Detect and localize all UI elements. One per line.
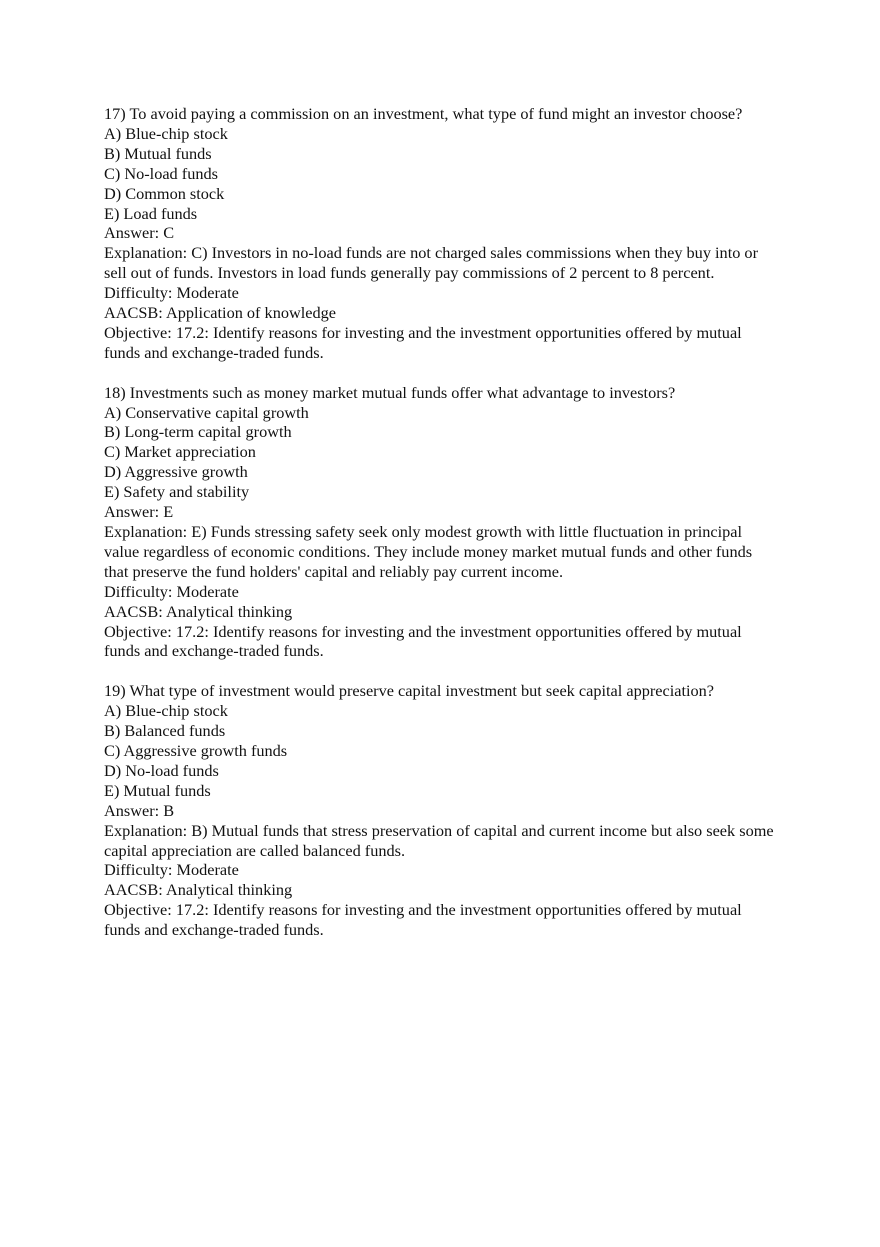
question-stem: 17) To avoid paying a commission on an investment, what type of fund might an investor choose? bbox=[104, 104, 743, 123]
option-d: D) Common stock bbox=[104, 183, 225, 203]
question-18 bbox=[104, 383, 780, 662]
option-e: E) Load funds bbox=[104, 203, 198, 223]
option-d: D) No-load funds bbox=[104, 760, 219, 780]
aacsb: AACSB: Analytical thinking bbox=[104, 880, 293, 900]
option-c: C) No-load funds bbox=[104, 163, 218, 183]
aacsb: AACSB: Analytical thinking bbox=[104, 601, 293, 621]
option-d: D) Aggressive growth bbox=[104, 462, 248, 482]
question-stem: 19) What type of investment would preserve capital investment but seek capital appreciation? bbox=[104, 681, 715, 701]
answer: Answer: C bbox=[104, 223, 175, 243]
option-b: B) Balanced funds bbox=[104, 721, 226, 741]
objective: Objective: 17.2: Identify reasons for investing and the investment opportunities offered by mutual funds and exchange-traded funds. bbox=[104, 322, 742, 362]
answer: Answer: B bbox=[104, 800, 175, 820]
option-a: A) Blue-chip stock bbox=[104, 701, 228, 721]
option-e: E) Mutual funds bbox=[104, 780, 211, 800]
option-a: A) Blue-chip stock bbox=[104, 123, 228, 143]
explanation: Explanation: B) Mutual funds that stress preservation of capital and current income but also seek some capital appreciation are called balanced funds. bbox=[104, 820, 774, 860]
objective: Objective: 17.2: Identify reasons for investing and the investment opportunities offered by mutual funds and exchange-traded funds. bbox=[104, 621, 742, 661]
difficulty: Difficulty: Moderate bbox=[104, 581, 239, 601]
question-stem: 18) Investments such as money market mutual funds offer what advantage to investors? bbox=[104, 382, 676, 402]
question-17 bbox=[104, 104, 780, 363]
option-c: C) Aggressive growth funds bbox=[104, 740, 288, 760]
aacsb: AACSB: Application of knowledge bbox=[104, 303, 336, 323]
answer: Answer: E bbox=[104, 502, 174, 522]
option-e: E) Safety and stability bbox=[104, 482, 250, 502]
objective: Objective: 17.2: Identify reasons for investing and the investment opportunities offered by mutual funds and exchange-traded funds. bbox=[104, 900, 742, 940]
question-list bbox=[104, 104, 780, 960]
explanation: Explanation: C) Investors in no-load funds are not charged sales commissions when they buy into or sell out of funds. Investors in load funds generally pay commissions of 2 percent to 8 percent. bbox=[104, 243, 758, 283]
question-19 bbox=[104, 681, 780, 940]
explanation: Explanation: E) Funds stressing safety seek only modest growth with little fluctuation in principal value regardless of economic conditions. They include money market mutual funds and other funds that preserve the fund holders' capital and reliably pay current income. bbox=[104, 522, 753, 581]
difficulty: Difficulty: Moderate bbox=[104, 283, 239, 303]
option-a: A) Conservative capital growth bbox=[104, 402, 309, 422]
option-b: B) Mutual funds bbox=[104, 143, 212, 163]
option-c: C) Market appreciation bbox=[104, 442, 256, 462]
difficulty: Difficulty: Moderate bbox=[104, 860, 239, 880]
option-b: B) Long-term capital growth bbox=[104, 422, 292, 442]
